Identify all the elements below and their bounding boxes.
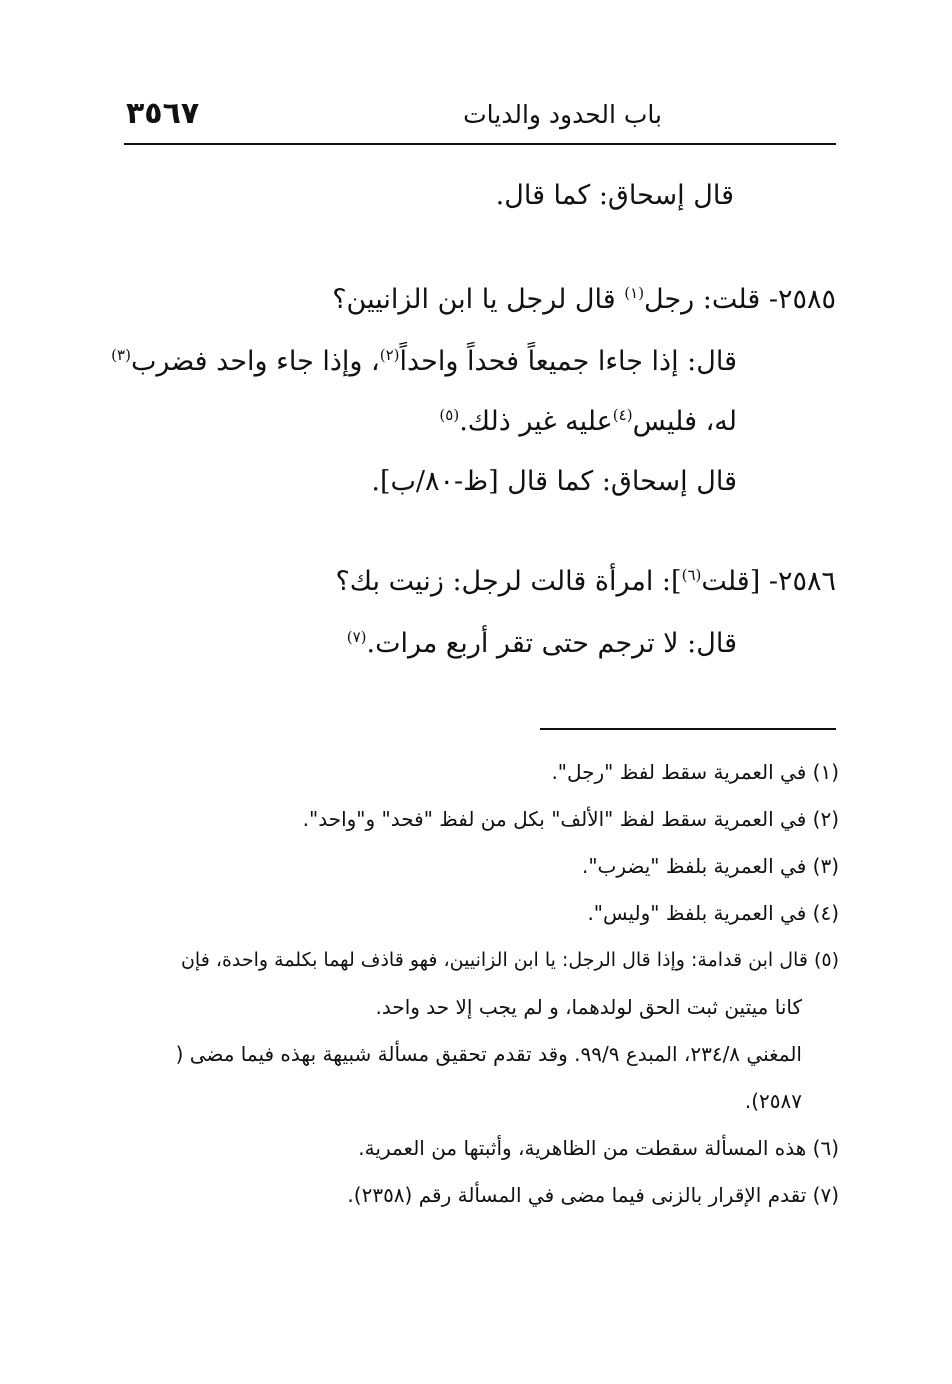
footnote-5-line1: (٥) قال ابن قدامة: وإذا قال الرجل: يا ابن الزانيين، فهو قاذف لهما بكلمة واحدة، فإن xyxy=(180,949,839,971)
answer-text-a: قال: إذا جاءا جميعاً فحداً واحداً xyxy=(399,346,737,377)
question-text-b: ]: امرأة قالت لرجل: زنيت بك؟ xyxy=(335,566,682,597)
answer-2585-line1 xyxy=(111,342,737,382)
footnote-5-line3: المغني ٢٣٤/٨، المبدع ٩٩/٩. وقد تقدم تحقيق مسألة شبيهة بهذه فيما مضى ( xyxy=(175,1042,802,1066)
answer-text-c: له، فليس xyxy=(632,406,737,437)
answer-text-b: ، وإذا جاء واحد فضرب xyxy=(130,346,380,377)
footnote-7: (٧) تقدم الإقرار بالزنى فيما مضى في المسألة رقم (٢٣٥٨). xyxy=(347,1183,839,1207)
footnote-6: (٦) هذه المسألة سقطت من الظاهرية، وأثبتها من العمرية. xyxy=(358,1136,839,1160)
answer-text: قال: لا ترجم حتى تقر أربع مرات. xyxy=(366,628,737,659)
question-text-a: قلت: رجل xyxy=(644,284,761,315)
footnote-4: (٤) في العمرية بلفظ "وليس". xyxy=(587,901,839,925)
footnote-divider xyxy=(540,728,836,730)
footnote-2: (٢) في العمرية سقط لفظ "الألف" بكل من لفظ "فحد" و"واحد". xyxy=(302,807,839,831)
footnote-ref-5: (٥) xyxy=(439,406,460,424)
footnote-5-line2: كانا ميتين ثبت الحق لولدهما، و لم يجب إلا حد واحد. xyxy=(375,995,802,1019)
footnote-ref-2: (٢) xyxy=(379,346,400,364)
running-header-title: باب الحدود والديات xyxy=(463,100,662,129)
header-divider xyxy=(124,143,836,145)
footnote-5-line4: ٢٥٨٧). xyxy=(744,1089,802,1113)
footnote-ref-1: (١) xyxy=(624,284,645,302)
question-number: ٢٥٨٦- xyxy=(768,566,836,597)
ishaq-statement-1: قال إسحاق: كما قال. xyxy=(495,180,734,211)
question-number: ٢٥٨٥- xyxy=(768,284,836,315)
answer-text-d: عليه غير ذلك. xyxy=(459,406,613,437)
question-text-b: قال لرجل يا ابن الزانيين؟ xyxy=(332,284,625,315)
footnote-1: (١) في العمرية سقط لفظ "رجل". xyxy=(551,760,839,784)
page-number: ٣٥٦٧ xyxy=(126,96,200,131)
answer-2586 xyxy=(347,624,737,664)
answer-2585-line2 xyxy=(439,402,737,442)
footnote-ref-4: (٤) xyxy=(612,406,633,424)
question-text-a: [قلت xyxy=(701,566,761,597)
footnote-ref-3: (٣) xyxy=(111,346,131,364)
question-2586 xyxy=(335,562,836,602)
footnote-3: (٣) في العمرية بلفظ "يضرب". xyxy=(581,854,839,878)
question-2585 xyxy=(332,280,836,320)
footnote-ref-6: (٦) xyxy=(681,566,702,584)
ishaq-statement-2: قال إسحاق: كما قال [ظ-٨٠/ب]. xyxy=(371,466,737,497)
footnote-ref-7: (٧) xyxy=(346,628,367,646)
